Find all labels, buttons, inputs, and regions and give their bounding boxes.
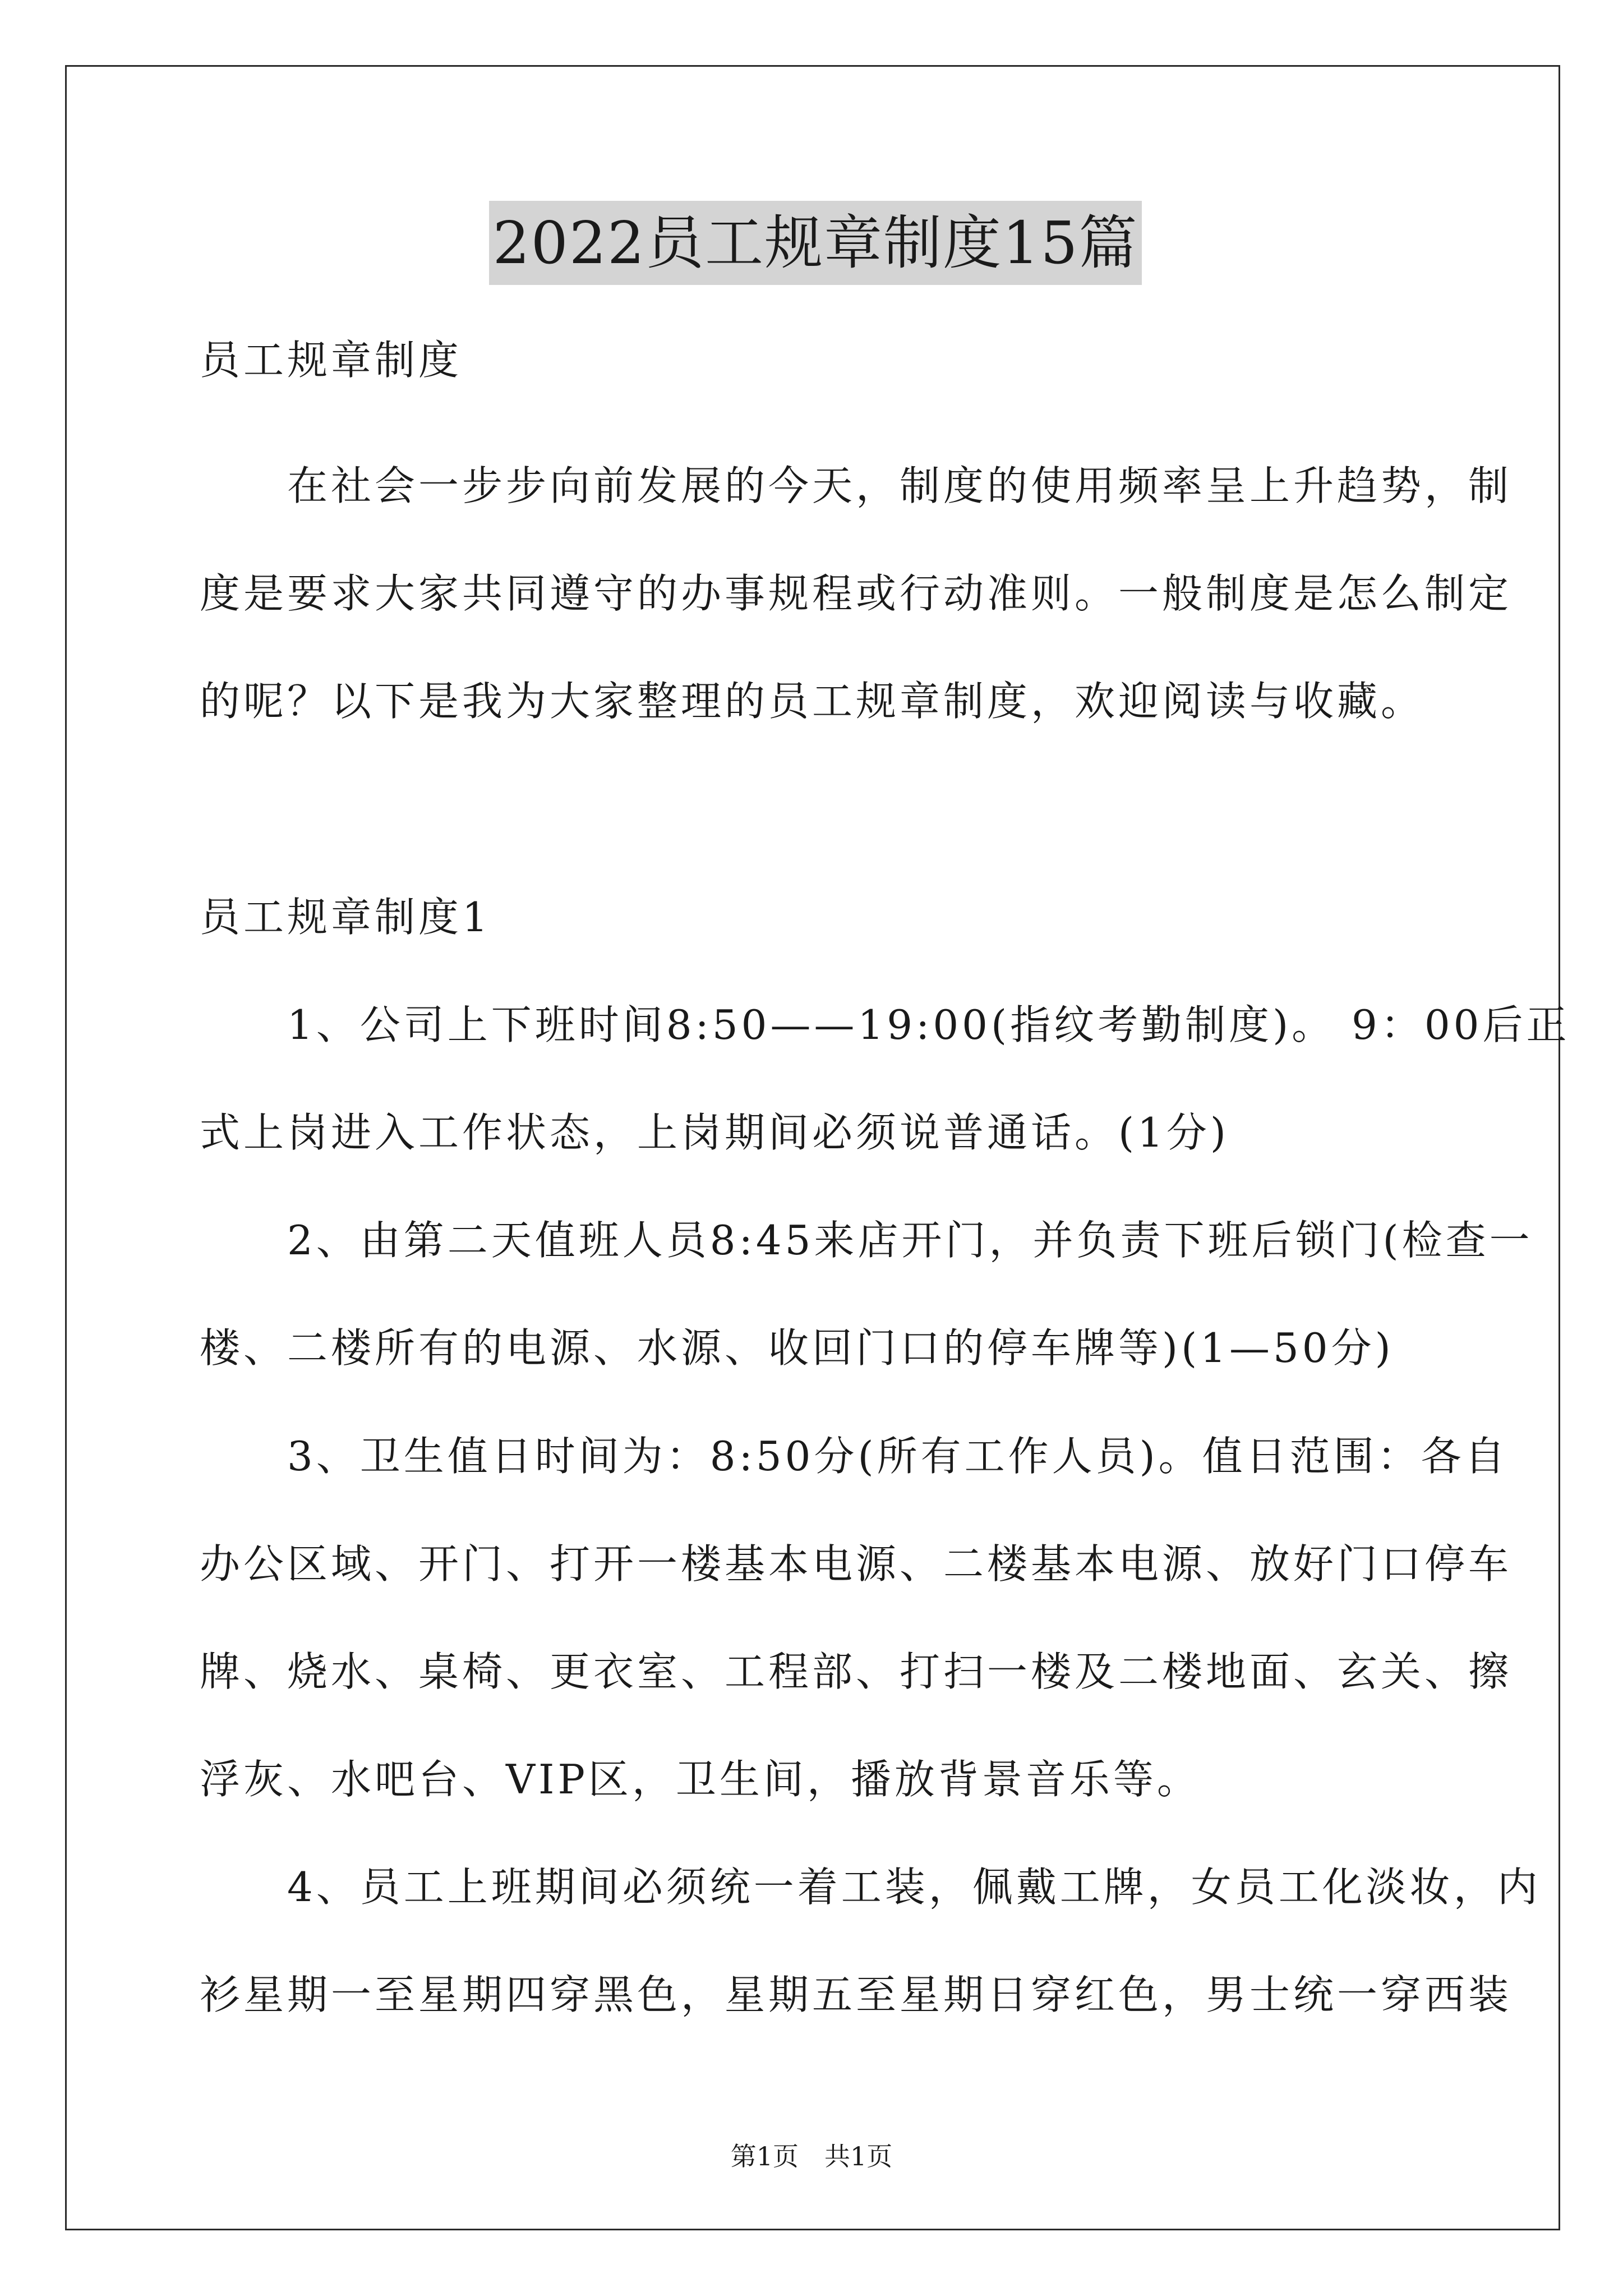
paragraph-line: 在社会一步步向前发展的今天，制度的使用频率呈上升趋势，制 xyxy=(200,462,1513,509)
paragraph-line: 办公区域、开门、打开一楼基本电源、二楼基本电源、放好门口停车 xyxy=(200,1540,1513,1588)
paragraph-line: 牌、烧水、桌椅、更衣室、工程部、打扫一楼及二楼地面、玄关、擦 xyxy=(200,1648,1513,1695)
paragraph-line: 衫星期一至星期四穿黑色，星期五至星期日穿红色，男士统一穿西装 xyxy=(200,1971,1513,2018)
section-heading-1: 员工规章制度1 xyxy=(200,894,491,941)
paragraph-line: 浮灰、水吧台、VIP区，卫生间，播放背景音乐等。 xyxy=(200,1756,1201,1803)
title-container xyxy=(200,201,1431,285)
paragraph-line: 2、由第二天值班人员8:45来店开门，并负责下班后锁门(检查一 xyxy=(200,1217,1533,1264)
paragraph-line: 度是要求大家共同遵守的办事规程或行动准则。一般制度是怎么制定 xyxy=(200,570,1513,617)
paragraph-line: 的呢？以下是我为大家整理的员工规章制度，欢迎阅读与收藏。 xyxy=(200,678,1425,725)
section-heading-intro: 员工规章制度 xyxy=(200,337,463,384)
document-title: 2022员工规章制度15篇 xyxy=(489,201,1141,285)
page-number-footer: 第1页 共1页 xyxy=(730,2141,893,2171)
paragraph-line: 楼、二楼所有的电源、水源、收回门口的停车牌等)(1—50分) xyxy=(200,1324,1394,1372)
paragraph-line: 4、员工上班期间必须统一着工装，佩戴工牌，女员工化淡妆，内 xyxy=(200,1864,1541,1911)
paragraph-line: 式上岗进入工作状态，上岗期间必须说普通话。(1分) xyxy=(200,1109,1229,1156)
paragraph-line: 1、公司上下班时间8:50——19:00(指纹考勤制度)。 9：00后正 xyxy=(200,1001,1570,1048)
paragraph-line: 3、卫生值日时间为：8:50分(所有工作人员)。值日范围：各自 xyxy=(200,1433,1509,1480)
